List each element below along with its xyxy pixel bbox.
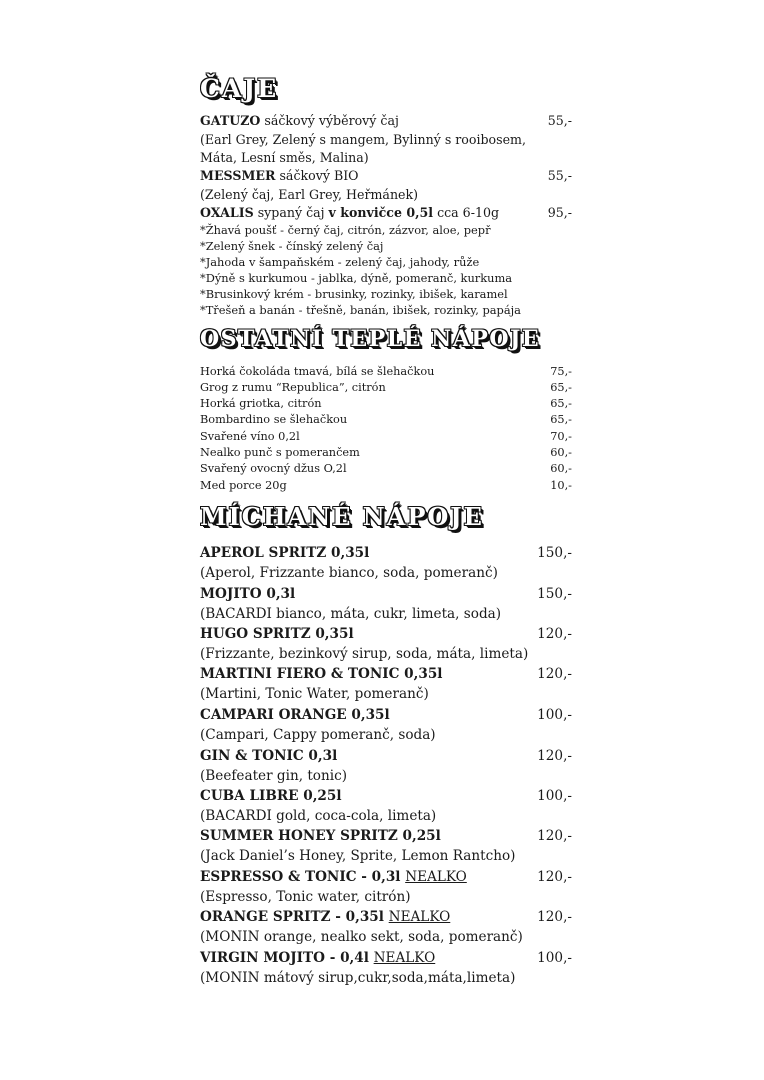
hot-drink-name: Horká griotka, citrón [200,397,322,410]
tea-gatuzo-price: 55,- [547,113,572,128]
hot-drink-name: Bombardino se šlehačkou [200,413,348,426]
mixed-drink-name: GIN & TONIC 0,3l [200,748,338,764]
mixed-drinks-heading: MÍCHANÉ NÁPOJE [200,502,484,531]
mixed-drink-desc: (Campari, Cappy pomeranč, soda) [200,727,436,743]
hot-drink-price: 60,- [550,446,572,459]
mixed-drink-row [200,664,572,684]
mixed-drink-name: HUGO SPRITZ 0,35l [200,626,354,642]
mixed-drink-desc: (Beefeater gin, tonic) [200,768,348,784]
nealko-label: NEALKO [373,950,436,966]
nealko-label: NEALKO [388,909,451,925]
mixed-drink-name: APEROL SPRITZ 0,35l [200,545,370,561]
tea-oxalis-desc1: sypaný čaj [253,205,329,220]
hot-drink-row [200,478,572,494]
mixed-drink-row [200,867,572,887]
hot-drink-price: 75,- [550,365,572,378]
mixed-drink-price: 120,- [537,666,572,682]
mixed-drink-price: 120,- [537,909,572,925]
mixed-drink-row [200,826,572,846]
mixed-drink-name: CUBA LIBRE 0,25l [200,788,342,804]
tea-oxalis-price: 95,- [547,205,572,220]
mixed-drink-price: 100,- [537,950,572,966]
hot-drink-name: Nealko punč s pomerančem [200,446,360,459]
hot-drink-name: Horká čokoláda tmavá, bílá se šlehačkou [200,365,435,378]
hot-drink-row [200,364,572,380]
mixed-drink-price: 120,- [537,869,572,885]
nealko-label: NEALKO [405,869,467,885]
mixed-drink-desc: (MONIN mátový sirup,cukr,soda,máta,limeta) [200,970,516,986]
tea-messmer [200,167,572,184]
mixed-drink-row [200,705,572,725]
hot-drink-row [200,429,572,445]
hot-drink-row [200,461,572,477]
mixed-drink-row [200,948,572,968]
hot-drink-row [200,380,572,396]
mixed-drink-desc: (Martini, Tonic Water, pomeranč) [200,686,429,702]
tea-gatuzo-flavors-1: (Earl Grey, Zelený s mangem, Bylinný s rooibosem, [200,132,526,147]
mixed-drink-row [200,907,572,927]
tea-oxalis-brand: OXALIS [200,205,254,220]
hot-drink-price: 65,- [550,381,572,394]
tea-oxalis-item: *Jahoda v šampaňském - zelený čaj, jahody, růže [200,255,480,269]
mixed-drink-name: VIRGIN MOJITO - 0,4l [200,950,374,966]
tea-gatuzo-brand: GATUZO [200,113,261,128]
hot-drink-price: 10,- [550,479,572,492]
mixed-drink-desc: (BACARDI bianco, máta, cukr, limeta, soda) [200,606,502,622]
hot-drink-price: 70,- [550,430,572,443]
tea-gatuzo-desc: sáčkový výběrový čaj [260,113,399,128]
hot-drink-name: Grog z rumu “Republica”, citrón [200,381,386,394]
tea-oxalis-item: *Zelený šnek - čínský zelený čaj [200,239,384,253]
mixed-drink-name: ORANGE SPRITZ - 0,35l [200,909,389,925]
tea-messmer-desc: sáčkový BIO [275,168,359,183]
mixed-drink-name: CAMPARI ORANGE 0,35l [200,707,390,723]
hot-drink-row [200,412,572,428]
mixed-drink-desc: (Frizzante, bezinkový sirup, soda, máta, limeta) [200,646,529,662]
hot-drink-name: Svařený ovocný džus O,2l [200,462,347,475]
mixed-drink-price: 120,- [537,748,572,764]
tea-oxalis-pot: v konvičce 0,5l [328,205,434,220]
tea-oxalis-item: *Dýně s kurkumou - jablka, dýně, pomeranč, kurkuma [200,271,513,285]
tea-oxalis-item: *Brusinkový krém - brusinky, rozinky, ibišek, karamel [200,287,508,301]
mixed-drink-desc: (MONIN orange, nealko sekt, soda, pomeranč) [200,929,523,945]
tea-messmer-flavors: (Zelený čaj, Earl Grey, Heřmánek) [200,187,419,202]
hot-drink-row [200,445,572,461]
mixed-drink-price: 120,- [537,626,572,642]
mixed-drink-name: SUMMER HONEY SPRITZ 0,25l [200,828,441,844]
hot-drink-price: 65,- [550,397,572,410]
mixed-drink-price: 100,- [537,707,572,723]
mixed-drink-row [200,624,572,644]
tea-gatuzo [200,112,572,129]
tea-oxalis-item: *Žhavá poušť - černý čaj, citrón, zázvor, aloe, pepř [200,223,491,237]
mixed-drink-price: 100,- [537,788,572,804]
mixed-drink-price: 150,- [537,545,572,561]
tea-oxalis [200,204,572,221]
mixed-drink-price: 120,- [537,828,572,844]
mixed-drink-name: MOJITO 0,3l [200,586,296,602]
mixed-drink-name: ESPRESSO & TONIC - 0,3l [200,869,406,885]
mixed-drink-row [200,746,572,766]
hot-drink-price: 65,- [550,413,572,426]
tea-messmer-brand: MESSMER [200,168,276,183]
mixed-drink-desc: (Aperol, Frizzante bianco, soda, pomeranč) [200,565,498,581]
tea-gatuzo-flavors-2: Máta, Lesní směs, Malina) [200,150,369,165]
hot-drinks-heading: OSTATNÍ TEPLÉ NÁPOJE [200,326,541,352]
mixed-drink-row [200,584,572,604]
mixed-drink-row [200,543,572,563]
tea-oxalis-desc2: cca 6-10g [433,205,500,220]
mixed-drink-row [200,786,572,806]
mixed-drink-desc: (Jack Daniel’s Honey, Sprite, Lemon Rantcho) [200,848,516,864]
hot-drink-price: 60,- [550,462,572,475]
mixed-drink-name: MARTINI FIERO & TONIC 0,35l [200,666,443,682]
tea-heading: ČAJE [200,74,279,103]
hot-drink-name: Svařené víno 0,2l [200,430,300,443]
tea-oxalis-item: *Třešeň a banán - třešně, banán, ibišek, rozinky, papája [200,303,521,317]
hot-drink-name: Med porce 20g [200,479,287,492]
mixed-drink-desc: (Espresso, Tonic water, citrón) [200,889,411,905]
mixed-drink-price: 150,- [537,586,572,602]
mixed-drink-desc: (BACARDI gold, coca-cola, limeta) [200,808,437,824]
hot-drink-row [200,396,572,412]
tea-messmer-price: 55,- [547,168,572,183]
